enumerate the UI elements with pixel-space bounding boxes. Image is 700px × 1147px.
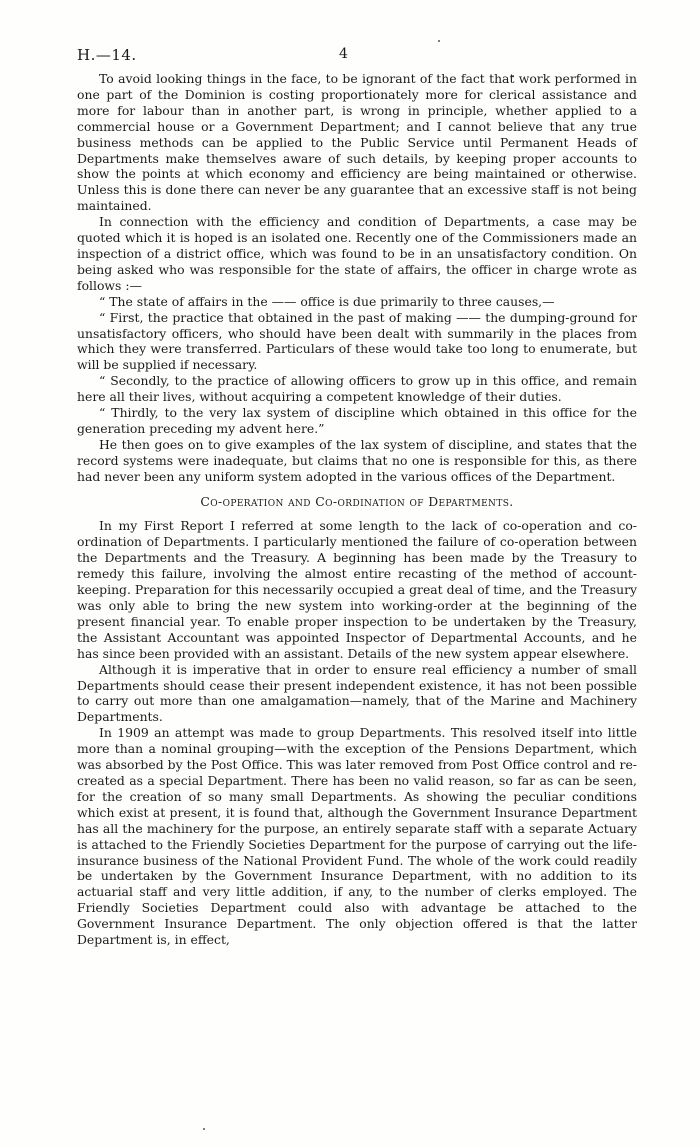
quote-intro: “ The state of affairs in the —— office is due primarily to three causes,— xyxy=(99,293,555,309)
quote-item-second: “ Secondly, to the practice of allowing officers to grow up in this office, and remain here all their lives, without acquiring a competent knowledge of their duties. xyxy=(77,373,637,405)
scan-speck xyxy=(438,40,440,42)
page-number: 4 xyxy=(339,46,348,62)
quote-item-third: “ Thirdly, to the very lax system of discipline which obtained in this office for the generation preceding my advent here.” xyxy=(77,405,637,436)
paragraph: In connection with the efficiency and condition of Departments, a case may be quoted which it is hoped is an isolated one. Recently one of the Commissioners made an inspection of a district office, which was found to be in an unsatisfactory condition. On being asked who was responsible for the state of affairs, the officer in charge wrote as follows :— xyxy=(77,214,637,293)
quote-item-first: “ First, the practice that obtained in the past of making —— the dumping-ground for unsatisfactory officers, who should have been dealt with summarily in the places from which they were transferred. Particulars of these would take too long to enumerate, but will be supplied if necessary. xyxy=(77,309,637,373)
document-body xyxy=(77,71,637,948)
paragraph: Although it is imperative that in order to ensure real efficiency a number of small Departments should cease their present independent existence, it has not been possible to carry out more than one amalgamation—namely, that of the Marine and Machinery Departments. xyxy=(77,661,637,725)
scan-speck xyxy=(203,1128,205,1130)
document-reference: H.—14. xyxy=(77,46,137,64)
quoted-letter xyxy=(77,294,637,437)
paragraph: In 1909 an attempt was made to group Departments. This resolved itself into little more than a nominal grouping—with the exception of the Pensions Department, which was absorbed by the Post Office. This was later removed from Post Office control and re-created as a special Department. There has been no valid reason, so far as can be seen, for the creation of so many small Departments. As showing the peculiar conditions which exist at present, it is found that, although the Government Insurance Department has all the machinery for the purpose, an entirely separate staff with a separate Actuary is attached to the Friendly Societies Department for the purpose of carrying out the life-insurance business of the National Provident Fund. The whole of the work could readily be undertaken by the Government Insurance Department, with no addition to its actuarial staff and very little addition, if any, to the number of clerks employed. The Friendly Societies Department could also with advantage be attached to the Government Insurance Department. The only objection offered is that the latter Department is, in effect, xyxy=(77,725,637,948)
paragraph: In my First Report I referred at some length to the lack of co-operation and co-ordination of Departments. I particularly mentioned the failure of co-operation between the Departments and the Treasury. A beginning has been made by the Treasury to remedy this failure, involving the almost entire recasting of the method of account-keeping. Preparation for this necessarily occupied a great deal of time, and the Treasury was only able to bring the new system into working-order at the beginning of the present financial year. To enable proper inspection to be undertaken by the Treasury, the Assistant Accountant was appointed Inspector of Departmental Accounts, and he has since been provided with an assistant. Details of the new system appear elsewhere. xyxy=(77,518,637,661)
section-heading: Co-operation and Co-ordination of Departments. xyxy=(200,493,514,509)
paragraph: He then goes on to give examples of the lax system of discipline, and states that the record systems were inadequate, but claims that no one is responsible for this, as there had never been any uniform system adopted in the various offices of the Department. xyxy=(77,436,637,484)
paragraph: To avoid looking things in the face, to be ignorant of the fact that work performed in one part of the Dominion is costing proportionately more for clerical assistance and more for labour than in another part, is wrong in principle, whether applied to a commercial house or a Government Department; and I cannot believe that any true business methods can be applied to the Public Service until Permanent Heads of Departments make themselves aware of such details, by keeping proper accounts to show the points at which economy and efficiency are being maintained or otherwise. Unless this is done there can never be any guarantee that an excessive staff is not being maintained. xyxy=(77,71,637,214)
